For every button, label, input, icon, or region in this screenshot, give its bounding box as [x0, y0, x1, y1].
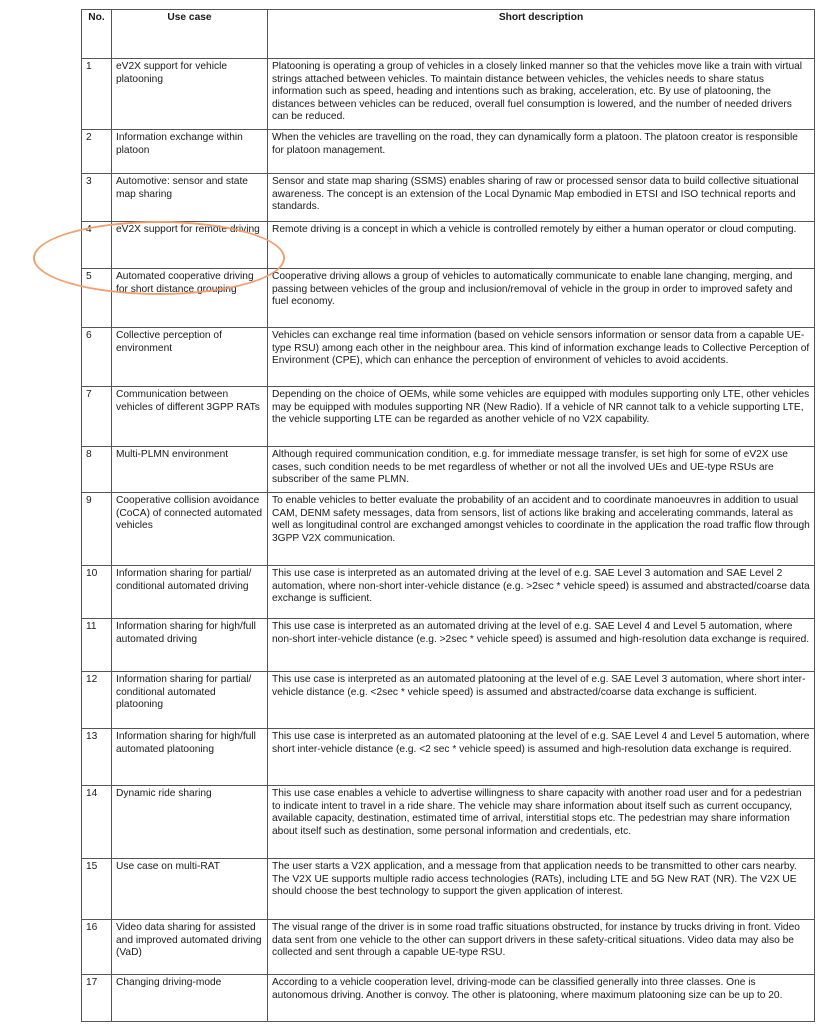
use-case-table	[81, 9, 815, 1022]
row-number: 17	[82, 975, 112, 1022]
row-number: 15	[82, 859, 112, 920]
header-use-case: Use case	[112, 10, 268, 59]
row-number: 13	[82, 729, 112, 786]
row-use-case: Changing driving-mode	[112, 975, 268, 1022]
table-row	[82, 174, 815, 222]
row-number: 14	[82, 786, 112, 859]
row-description: Platooning is operating a group of vehicles in a closely linked manner so that the vehicles move like a train with virtual strings attached between vehicles. To maintain distance between vehicles, the vehicles needs to share status information such as speed, heading and intentions such as braking, acceleration, etc. By use of platooning, the distances between vehicles can be reduced, overall fuel consumption is lowered, and the number of needed drivers can be reduced.	[268, 59, 815, 130]
table-row	[82, 130, 815, 174]
table-row	[82, 672, 815, 729]
row-number: 2	[82, 130, 112, 174]
table-row	[82, 447, 815, 493]
row-use-case: Information sharing for high/full automated platooning	[112, 729, 268, 786]
row-description: The user starts a V2X application, and a message from that application needs to be transmitted to other cars nearby. The V2X UE supports multiple radio access technologies (RATs), including LTE and 5G New RAT (NR). The V2X UE should choose the best technology to support the given application of interest.	[268, 859, 815, 920]
table-row	[82, 786, 815, 859]
row-use-case: eV2X support for vehicle platooning	[112, 59, 268, 130]
table-row	[82, 59, 815, 130]
row-use-case: Dynamic ride sharing	[112, 786, 268, 859]
row-description: This use case is interpreted as an automated platooning at the level of e.g. SAE Level 4 and Level 5 automation, where short inter-vehicle distance (e.g. <2 sec * vehicle speed) is assumed and high-resolution data exchange is required.	[268, 729, 815, 786]
row-description: When the vehicles are travelling on the road, they can dynamically form a platoon. The platoon creator is responsible for platoon management.	[268, 130, 815, 174]
table-row	[82, 975, 815, 1022]
table-row-highlighted	[82, 222, 815, 269]
row-description: Although required communication condition, e.g. for immediate message transfer, is set high for some of eV2X use cases, such condition needs to be met regardless of whether or not all the involved UEs and UE-type RSUs are subscriber of the same PLMN.	[268, 447, 815, 493]
row-description: To enable vehicles to better evaluate the probability of an accident and to coordinate manoeuvres in addition to usual CAM, DENM safety messages, data from sensors, list of actions like braking and accelerating commands, lateral as well as longitudinal control are exchanged amongst vehicles to coordinate in the application the road traffic flow through 3GPP V2X communication.	[268, 493, 815, 566]
table-row	[82, 269, 815, 328]
table-row	[82, 619, 815, 672]
row-use-case: Video data sharing for assisted and improved automated driving (VaD)	[112, 920, 268, 975]
row-use-case: Communication between vehicles of different 3GPP RATs	[112, 387, 268, 447]
table-row	[82, 328, 815, 387]
header-description: Short description	[268, 10, 815, 59]
row-number: 1	[82, 59, 112, 130]
row-use-case: Collective perception of environment	[112, 328, 268, 387]
row-use-case: Multi-PLMN environment	[112, 447, 268, 493]
row-description: Cooperative driving allows a group of vehicles to automatically communicate to enable lane changing, merging, and passing between vehicles of the group and inclusion/removal of vehicle in the group in order to improved safety and fuel economy.	[268, 269, 815, 328]
row-use-case: Automotive: sensor and state map sharing	[112, 174, 268, 222]
row-number: 4	[82, 222, 112, 269]
row-number: 8	[82, 447, 112, 493]
row-description: Remote driving is a concept in which a vehicle is controlled remotely by either a human operator or cloud computing.	[268, 222, 815, 269]
row-number: 7	[82, 387, 112, 447]
row-description: This use case is interpreted as an automated driving at the level of e.g. SAE Level 3 automation and SAE Level 2 automation, where non-short inter-vehicle distance (e.g. >2sec * vehicle speed) is assumed and abstracted/coarse data exchange is sufficient.	[268, 566, 815, 619]
row-use-case: Cooperative collision avoidance (CoCA) of connected automated vehicles	[112, 493, 268, 566]
row-number: 10	[82, 566, 112, 619]
row-number: 12	[82, 672, 112, 729]
table-row	[82, 387, 815, 447]
row-number: 5	[82, 269, 112, 328]
table-row	[82, 566, 815, 619]
row-description: Vehicles can exchange real time information (based on vehicle sensors information or sensor data from a capable UE-type RSU) among each other in the neighbour area. This kind of information exchange leads to Collective Perception of Environment (CPE), which can enhance the perception of environment of vehicles to avoid accidents.	[268, 328, 815, 387]
row-description: Sensor and state map sharing (SSMS) enables sharing of raw or processed sensor data to build collective situational awareness. The concept is an extension of the Local Dynamic Map embodied in ETSI and ISO technical reports and standards.	[268, 174, 815, 222]
row-description: This use case enables a vehicle to advertise willingness to share capacity with another road user and for a pedestrian to indicate intent to travel in a ride share. The vehicle may share information about itself such as current occupancy, available capacity, destination, estimated time of arrival, interstitial stops etc. The pedestrian may share information about itself such as destination, some personal information and credentials, etc.	[268, 786, 815, 859]
table-row	[82, 920, 815, 975]
row-number: 9	[82, 493, 112, 566]
table-header-row	[82, 10, 815, 59]
row-number: 16	[82, 920, 112, 975]
row-number: 6	[82, 328, 112, 387]
table-row	[82, 493, 815, 566]
row-number: 11	[82, 619, 112, 672]
row-number: 3	[82, 174, 112, 222]
row-use-case: Information sharing for partial/ conditional automated platooning	[112, 672, 268, 729]
row-use-case: Information exchange within platoon	[112, 130, 268, 174]
row-use-case: Information sharing for high/full automated driving	[112, 619, 268, 672]
row-description: The visual range of the driver is in some road traffic situations obstructed, for instance by trucks driving in front. Video data sent from one vehicle to the other can support drivers in these safety-critical situations. Video data may also be collected and sent through a capable UE-type RSU.	[268, 920, 815, 975]
row-description: This use case is interpreted as an automated driving at the level of e.g. SAE Level 4 and Level 5 automation, where non-short inter-vehicle distance (e.g. >2sec * vehicle speed) is assumed and high-resolution data exchange is required.	[268, 619, 815, 672]
table-row	[82, 729, 815, 786]
row-use-case: eV2X support for remote driving	[112, 222, 268, 269]
header-no: No.	[82, 10, 112, 59]
row-description: This use case is interpreted as an automated platooning at the level of e.g. SAE Level 3 automation, where short inter-vehicle distance (e.g. <2sec * vehicle speed) is assumed and abstracted/coarse data exchange is sufficient.	[268, 672, 815, 729]
row-description: According to a vehicle cooperation level, driving-mode can be classified generally into three classes. One is autonomous driving. Another is convoy. The other is platooning, where maximum platooning size can be up to 20.	[268, 975, 815, 1022]
row-use-case: Use case on multi-RAT	[112, 859, 268, 920]
row-use-case: Automated cooperative driving for short distance grouping	[112, 269, 268, 328]
table-row	[82, 859, 815, 920]
row-use-case: Information sharing for partial/ conditional automated driving	[112, 566, 268, 619]
row-description: Depending on the choice of OEMs, while some vehicles are equipped with modules supporting only LTE, other vehicles may be equipped with modules supporting NR (New Radio). If a vehicle of NR cannot talk to a vehicle supporting LTE, the vehicle supporting LTE can be regarded as another vehicle of no V2X capability.	[268, 387, 815, 447]
